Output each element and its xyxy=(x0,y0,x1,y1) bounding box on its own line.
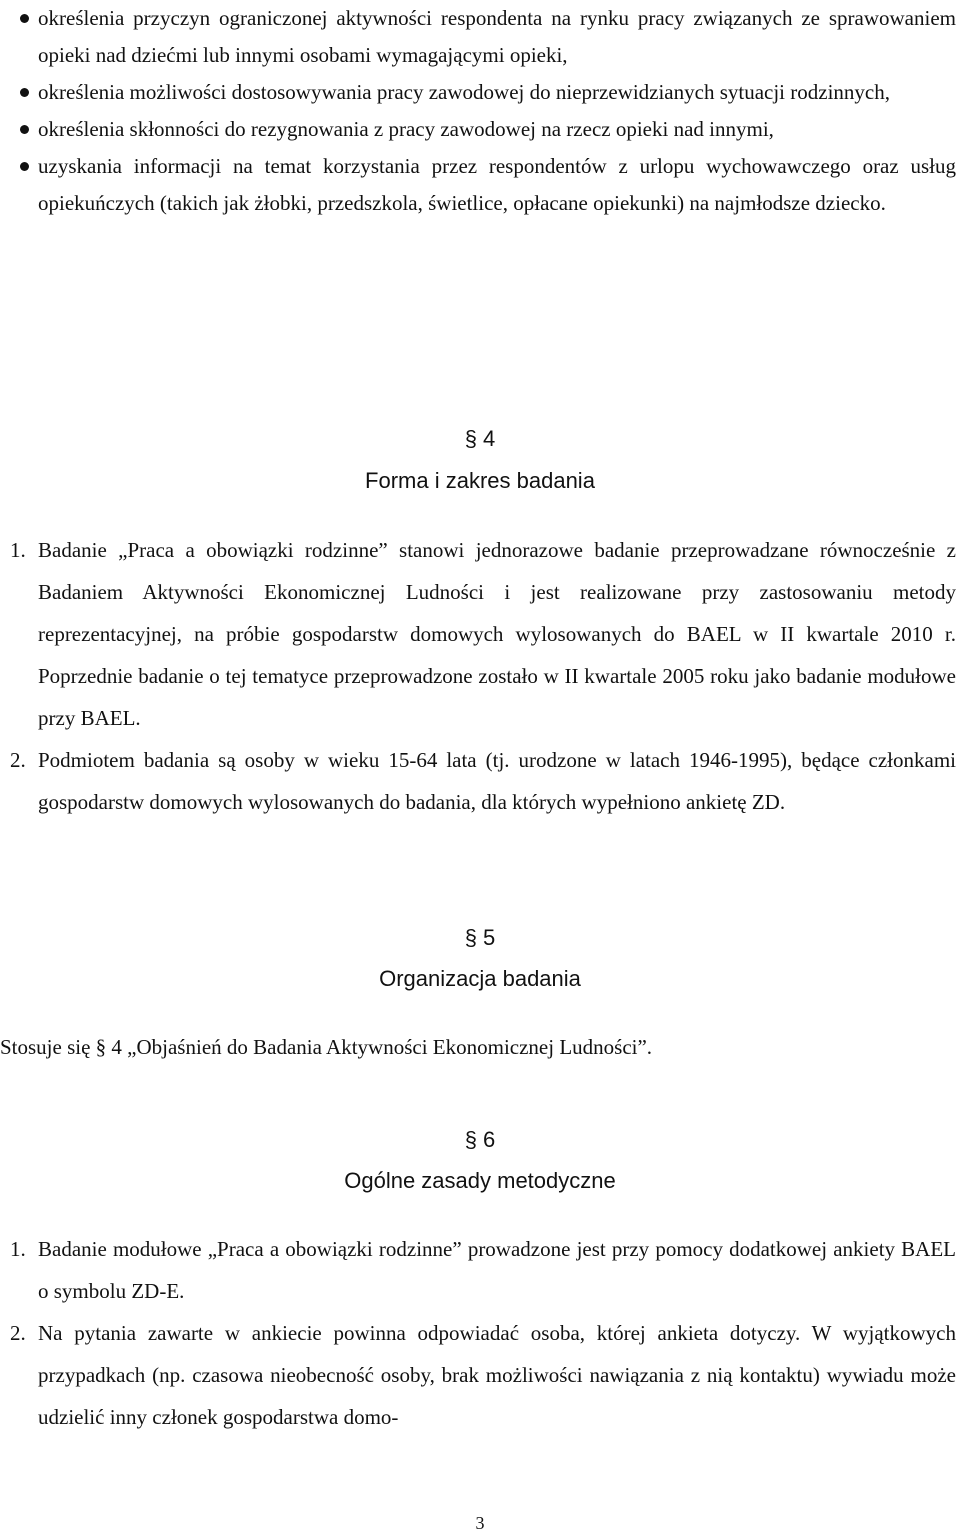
section-5-text: Stosuje się § 4 „Objaśnień do Badania Aktywności Ekonomicznej Ludności”. xyxy=(0,1035,653,1059)
section-5-title: Organizacja badania xyxy=(379,966,581,991)
section-5-number: § 5 xyxy=(464,925,496,950)
bullet-item xyxy=(16,74,956,111)
bullet-item xyxy=(16,0,956,74)
item-text: Na pytania zawarte w ankiecie powinna odpowiadać osoba, której ankieta dotyczy. W wyjątkowych przypadkach (np. czasowa nieobecność osoby, brak możliwości nawiązania z nią kontaktu) wywiadu może udzielić inny członek gospodarstwa domo- xyxy=(38,1321,956,1429)
item-text: Badanie „Praca a obowiązki rodzinne” stanowi jednorazowe badanie przeprowadzane równocześnie z Badaniem Aktywności Ekonomicznej Ludności i jest realizowane przy zastosowaniu metody reprezentacyjnej, na próbie gospodarstw domowych wylosowanych do BAEL w II kwartale 2010 r. Poprzednie badanie o tej tematyce przeprowadzone zostało w II kwartale 2005 roku jako badanie modułowe przy BAEL. xyxy=(38,538,956,730)
bullet-icon xyxy=(20,162,29,171)
bullet-item xyxy=(16,111,956,148)
bullet-icon xyxy=(20,125,29,134)
item-text: Badanie modułowe „Praca a obowiązki rodzinne” prowadzone jest przy pomocy dodatkowej ankiety BAEL o symbolu ZD-E. xyxy=(38,1237,956,1303)
numbered-item xyxy=(10,1228,956,1312)
bullet-list xyxy=(16,0,956,222)
bullet-icon xyxy=(20,14,29,23)
bullet-item xyxy=(16,148,956,222)
page-number: 3 xyxy=(475,1513,485,1533)
numbered-item xyxy=(10,529,956,739)
item-number: 1. xyxy=(10,1237,26,1261)
section-4-list xyxy=(10,529,956,823)
item-number: 2. xyxy=(10,748,26,772)
bullet-text: uzyskania informacji na temat korzystania przez respondentów z urlopu wychowawczego oraz usług opiekuńczych (takich jak żłobki, przedszkola, świetlice, opłacane opiekunki) na najmłodsze dziecko. xyxy=(38,154,956,215)
item-text: Podmiotem badania są osoby w wieku 15-64 lata (tj. urodzone w latach 1946-1995), będące członkami gospodarstw domowych wylosowanych do badania, dla których wypełniono ankietę ZD. xyxy=(38,748,956,814)
bullet-icon xyxy=(20,88,29,97)
bullet-text: określenia skłonności do rezygnowania z pracy zawodowej na rzecz opieki nad innymi, xyxy=(38,117,774,141)
bullet-text: określenia możliwości dostosowywania pracy zawodowej do nieprzewidzianych sytuacji rodzinnych, xyxy=(38,80,890,104)
section-6-list xyxy=(10,1228,956,1438)
item-number: 1. xyxy=(10,538,26,562)
numbered-item xyxy=(10,1312,956,1438)
item-number: 2. xyxy=(10,1321,26,1345)
bullet-text: określenia przyczyn ograniczonej aktywności respondenta na rynku pracy związanych ze sprawowaniem opieki nad dziećmi lub innymi osobami wymagającymi opieki, xyxy=(38,6,956,67)
section-4-title: Forma i zakres badania xyxy=(365,468,595,493)
section-6-number: § 6 xyxy=(464,1127,496,1152)
section-4-number: § 4 xyxy=(464,426,496,451)
section-6-title: Ogólne zasady metodyczne xyxy=(344,1168,616,1193)
numbered-item xyxy=(10,739,956,823)
